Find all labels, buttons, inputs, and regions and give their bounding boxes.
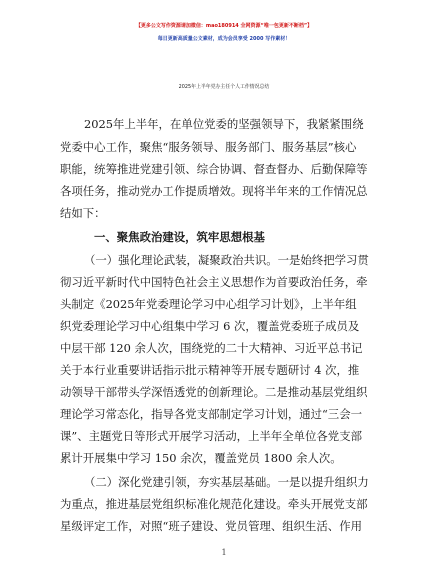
body-line: 累计开展集中学习 150 余次，覆盖党员 1800 余人次。: [60, 451, 342, 465]
body-line: 织党委理论学习中心组集中学习 6 次，覆盖党委班子成员及: [60, 319, 360, 333]
body-line: 课”、主题党日等形式开展学习活动，上半年全单位各党支部: [60, 429, 362, 443]
body-line: 为重点，推进基层党组织标准化规范化建设。牵头开展党支部: [60, 497, 368, 511]
section-heading: 一、聚焦政治建设，筑牢思想根基: [94, 230, 265, 244]
body-line: 关于本行业重要讲话指示批示精神等开展专题研讨 4 次，推: [60, 363, 360, 377]
body-line: （二）深化党建引领，夯实基层基础。一是以提升组织力: [84, 475, 369, 489]
document-title: 2025年上半年党办主任个人工作情况总结: [178, 84, 270, 90]
body-line: 星级评定工作，对照“班子建设、党员管理、组织生活、作用: [60, 519, 362, 533]
body-line: 动领导干部带头学深悟透党的创新理论。二是推动基层党组织: [60, 385, 368, 399]
body-line: 彻习近平新时代中国特色社会主义思想作为首要政治任务，牵: [60, 275, 368, 289]
promo-banner-top: 【更多公文写作资源请加微信：mao180914 全网资源“唯一包更新不断档”】: [135, 23, 313, 29]
body-line: 头制定《2025年党委理论学习中心组学习计划》，上半年组: [60, 297, 357, 311]
intro-line: 各项任务，推动党办工作提质增效。现将半年来的工作情况总: [60, 184, 368, 198]
body-line: 理论学习常态化，指导各党支部制定学习计划，通过“三会一: [60, 407, 362, 421]
body-line: （一）强化理论武装，凝聚政治共识。一是始终把学习贯: [84, 253, 369, 267]
intro-line: 2025年上半年，在单位党委的坚强领导下，我紧紧围绕: [84, 117, 364, 131]
body-line: 中层干部 120 余人次，围绕党的二十大精神、习近平总书记: [60, 341, 363, 355]
intro-line: 党委中心工作，聚焦“服务领导、服务部门、服务基层”核心: [60, 140, 357, 154]
promo-banner-subline: 每日更新高质量公文素材，成为会员享受 2000 写作素材！: [157, 36, 291, 42]
intro-line: 职能，统筹推进党建引领、综合协调、督查督办、后勤保障等: [60, 162, 368, 176]
page-number: 1: [221, 548, 227, 557]
intro-line: 结如下：: [60, 206, 106, 220]
